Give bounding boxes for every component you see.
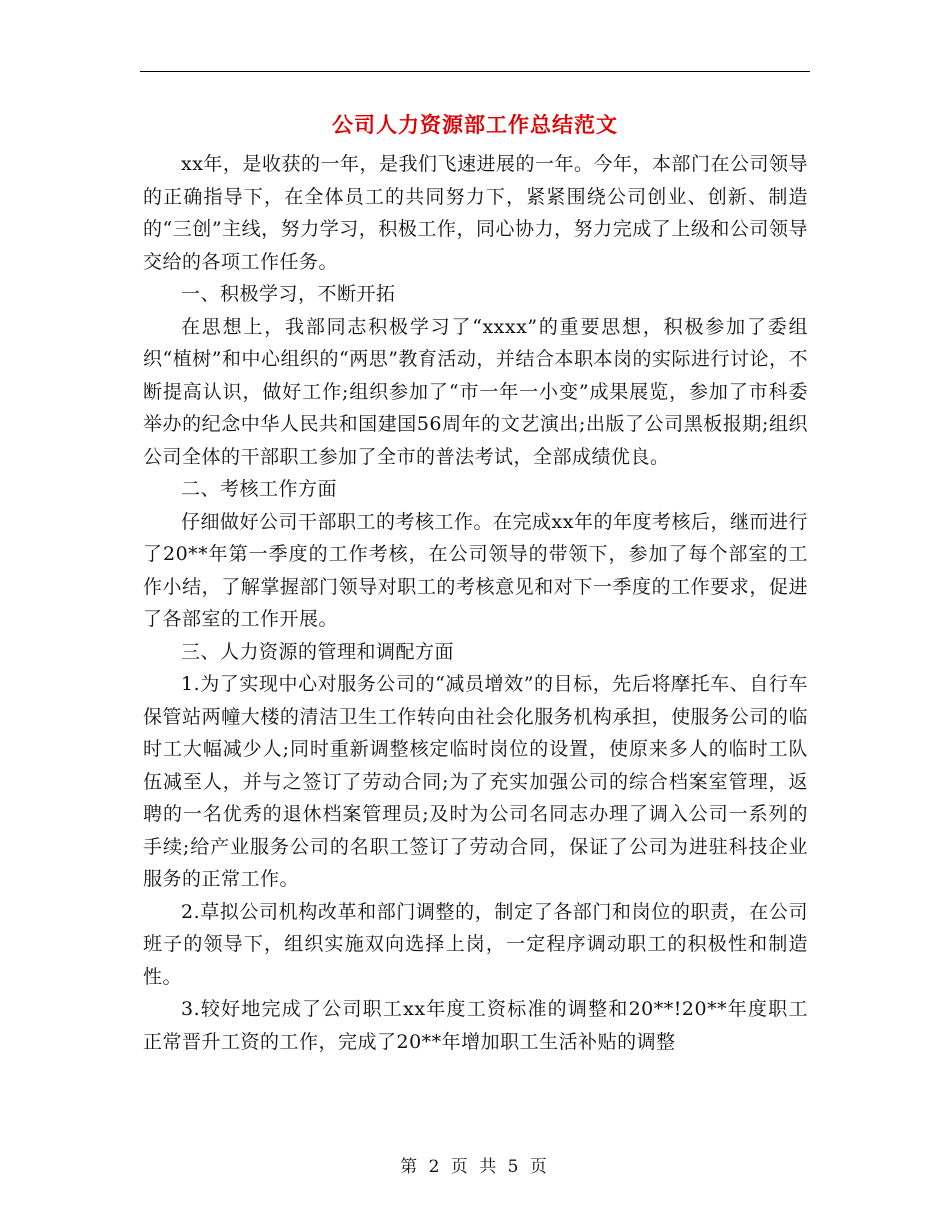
paragraph-section-1: 在思想上，我部同志积极学习了“xxxx”的重要思想，积极参加了委组织“植树”和中心组织的“两思”教育活动，并结合本职本岗的实际进行讨论，不断提高认识，做好工作;组织参加了“市一年一小变”成果展览，参加了市科委举办的纪念中华人民共和国建国56周年的文艺演出;出版了公司黑板报期;组织公司全体的干部职工参加了全市的普法考试，全部成绩优良。 — [143, 315, 808, 468]
paragraph-item-3: 3.较好地完成了公司职工xx年度工资标准的调整和20**!20**年度职工正常晋升工资的工作，完成了20**年增加职工生活补贴的调整 — [143, 998, 808, 1053]
paragraph-intro: xx年，是收获的一年，是我们飞速进展的一年。今年，本部门在公司领导的正确指导下，在全体员工的共同努力下，紧紧围绕公司创业、创新、制造的“三创”主线，努力学习，积极工作，同心协力，努力完成了上级和公司领导交给的各项工作任务。 — [143, 153, 808, 273]
section-heading-3: 三、人力资源的管理和调配方面 — [181, 640, 455, 663]
page-number-footer: 第 2 页 共 5 页 — [400, 1157, 550, 1177]
paragraph-item-2: 2.草拟公司机构改革和部门调整的，制定了各部门和岗位的职责，在公司班子的领导下，组织实施双向选择上岗，一定程序调动职工的积极性和制造性。 — [143, 900, 808, 988]
header-rule — [140, 71, 810, 72]
document-title: 公司人力资源部工作总结范文 — [332, 112, 618, 137]
paragraph-item-1: 1.为了实现中心对服务公司的“减员增效”的目标，先后将摩托车、自行车保管站两幢大楼的清洁卫生工作转向由社会化服务机构承担，使服务公司的临时工大幅减少人;同时重新调整核定临时岗位的设置，使原来多人的临时工队伍减至人，并与之签订了劳动合同;为了充实加强公司的综合档案室管理，返聘的一名优秀的退休档案管理员;及时为公司名同志办理了调入公司一系列的手续;给产业服务公司的名职工签订了劳动合同，保证了公司为进驻科技企业服务的正常工作。 — [143, 673, 808, 890]
document-body — [143, 148, 808, 1058]
section-heading-2: 二、考核工作方面 — [181, 478, 338, 500]
section-heading-1: 一、积极学习，不断开拓 — [181, 283, 396, 305]
paragraph-section-2: 仔细做好公司干部职工的考核工作。在完成xx年的年度考核后，继而进行了20**年第一季度的工作考核，在公司领导的带领下，参加了每个部室的工作小结，了解掌握部门领导对职工的考核意见和对下一季度的工作要求，促进了各部室的工作开展。 — [143, 510, 808, 630]
